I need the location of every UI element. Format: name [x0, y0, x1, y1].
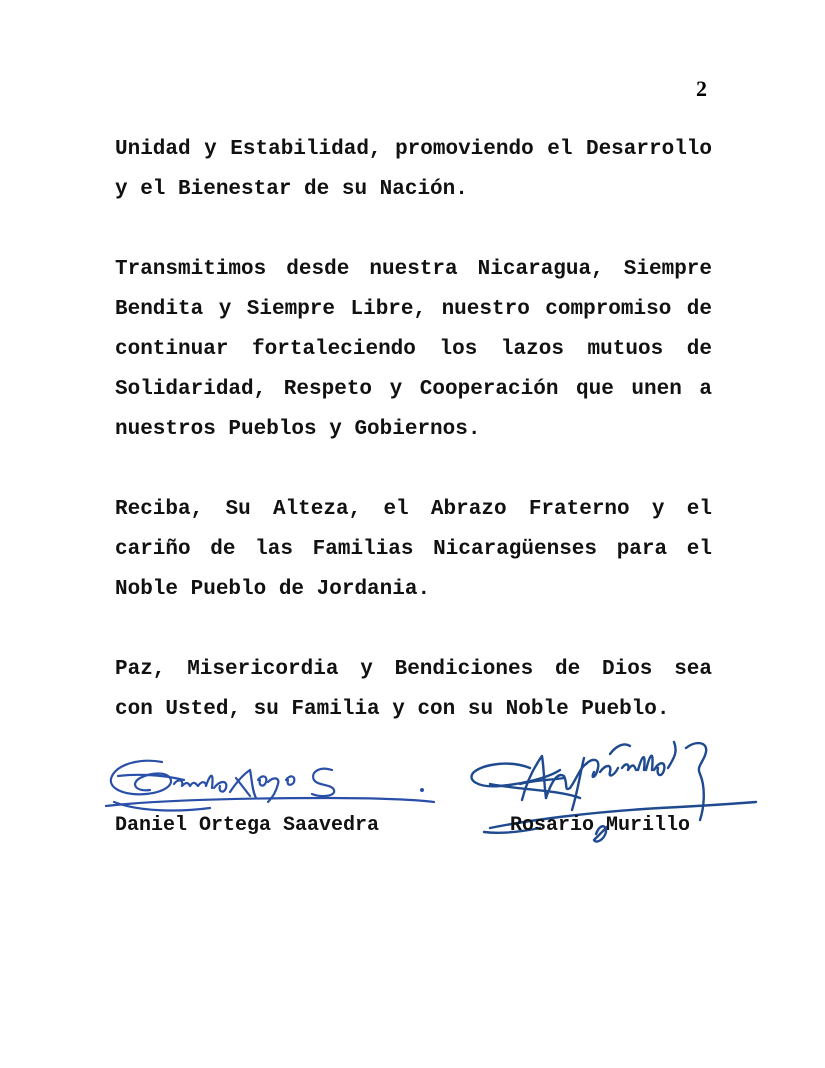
text-line: Noble Pueblo de Jordania.	[115, 578, 431, 601]
letter-body	[115, 130, 712, 770]
text-line: Unidad y Estabilidad, promoviendo el Desarrollo	[115, 138, 712, 161]
text-line: con Usted, su Familia y con su Noble Pueblo.	[115, 698, 670, 721]
signature-daniel-ortega	[100, 750, 445, 820]
paragraph-2	[115, 250, 712, 450]
text-line: Bendita y Siempre Libre, nuestro compromiso de	[115, 298, 712, 321]
text-line: Reciba, Su Alteza, el Abrazo Fraterno y el	[115, 498, 712, 521]
handwritten-signature-icon	[100, 750, 445, 820]
signatory-name-rosario-murillo: Rosario Murillo	[510, 814, 691, 837]
text-line: nuestros Pueblos y Gobiernos.	[115, 418, 481, 441]
text-line: cariño de las Familias Nicaragüenses para el	[115, 538, 712, 561]
signatory-name-daniel-ortega: Daniel Ortega Saavedra	[115, 814, 380, 837]
text-line: Transmitimos desde nuestra Nicaragua, Siempre	[115, 258, 712, 281]
paragraph-1	[115, 130, 712, 210]
page-number: 2	[696, 76, 707, 101]
text-line: Paz, Misericordia y Bendiciones de Dios sea	[115, 658, 712, 681]
text-line: Solidaridad, Respeto y Cooperación que unen a	[115, 378, 712, 401]
text-line: y el Bienestar de su Nación.	[115, 178, 468, 201]
text-line: continuar fortaleciendo los lazos mutuos de	[115, 338, 712, 361]
paragraph-3	[115, 490, 712, 610]
paragraph-4	[115, 650, 712, 730]
